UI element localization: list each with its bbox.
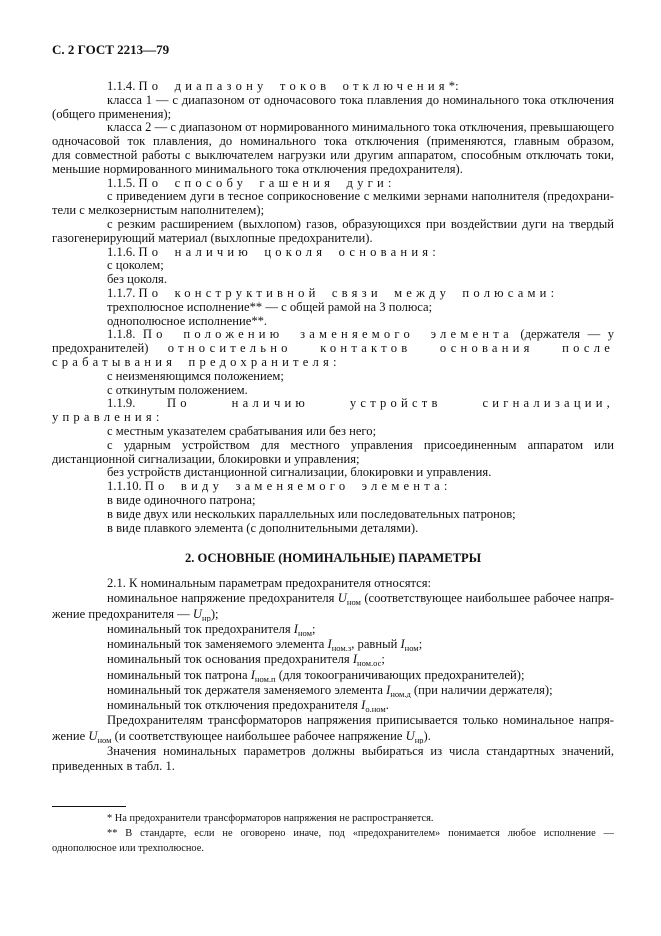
text-run: с цоколем; (107, 259, 164, 273)
text-line (52, 668, 614, 683)
text-run: 1.1.8. (107, 328, 143, 342)
text-run: *: (448, 80, 459, 93)
text-line (52, 259, 614, 273)
text-line (52, 342, 614, 356)
text-line (52, 411, 614, 425)
text-run: предохранителей) (52, 342, 168, 356)
text-line (52, 425, 614, 439)
spaced-heading-text: управления (52, 411, 156, 425)
text-run: с приведением дуги в тесное соприкосновение с мелкими зернами наполнителя (предохрани- (107, 190, 614, 204)
text-run: меньшие нормированного минимального тока отключения предохранителя). (52, 162, 463, 176)
text-line (52, 108, 614, 122)
text-line (52, 576, 614, 591)
text-run: (держателя — у (520, 328, 614, 342)
text-run: , равный (351, 637, 401, 652)
text-run: газогенерирующий материал (выхлопные предохранители). (52, 231, 373, 245)
text-run: в виде одиночного патрона; (107, 493, 256, 507)
text-line (52, 273, 614, 287)
text-run: тели с мелкозернистым наполнителем); (52, 204, 265, 218)
spaced-heading-text: относительно контактов основания после (167, 342, 614, 356)
text-run: Предохранителям трансформаторов напряжения приписывается только номинальное напря- (107, 713, 614, 728)
text-run: для совместной работы с выключателем нагрузки или другим аппаратом, способным отключать токи, (52, 148, 614, 162)
text-run: дистанционной сигнализации, блокировки и управления; (52, 452, 360, 466)
text-run: (при наличии держателя); (410, 682, 553, 697)
symbol: I (327, 637, 332, 652)
text-run: с ударным устройством для местного управления присоединенным аппаратом или (107, 438, 614, 452)
text-run: . (385, 698, 389, 713)
text-run: ; (312, 621, 316, 636)
subscript: ном.п (254, 673, 276, 683)
text-run: (соответствующее наибольшее рабочее напря- (360, 591, 614, 606)
text-line (52, 370, 614, 384)
text-line (52, 729, 614, 744)
symbol: U (337, 591, 347, 606)
footnote-divider (52, 806, 126, 807)
footnotes (52, 811, 614, 856)
text-line (52, 315, 614, 329)
text-line (52, 759, 614, 774)
text-run: жение (52, 728, 89, 743)
subscript: ном (404, 643, 419, 653)
text-line (52, 121, 614, 135)
text-run: трехполюсное исполнение** — с общей рамой на 3 полюса; (107, 300, 433, 314)
symbol: U (88, 728, 98, 743)
text-run: 1.1.9. (107, 397, 168, 411)
text-run: номинальный ток предохранителя (107, 621, 294, 636)
subscript: ном.д (390, 688, 411, 699)
subscript: о.ном (365, 704, 386, 714)
subscript: ном.ос (357, 658, 382, 668)
subscript: ном (298, 627, 313, 638)
text-run: 1.1.10. (107, 480, 145, 494)
text-line (52, 811, 614, 826)
text-line (52, 356, 614, 370)
spaced-heading-text: По способу гашения дуги (138, 176, 388, 190)
spaced-heading-text: По положению заменяемого элемента (142, 328, 513, 342)
text-line (52, 328, 614, 342)
text-line (52, 466, 614, 480)
text-run: с местным указателем срабатывания или без него; (107, 424, 377, 438)
text-run: ; (381, 652, 385, 667)
text-line (52, 94, 614, 108)
text-run: ** В стандарте, если не оговорено иначе, под «предохранителем» понимается любое исполнение — (107, 828, 614, 839)
text-run: одночасовой ток плавления, до номинального тока отключения (применяются, главным образом, (52, 135, 614, 149)
text-line (52, 637, 614, 652)
text-line (52, 163, 614, 177)
text-line (52, 135, 614, 149)
text-run: : (550, 286, 555, 300)
text-run: номинальный ток держателя заменяемого элемента (107, 682, 387, 697)
section-1-text (52, 80, 614, 535)
spaced-heading-text: По диапазону токов отключения (138, 80, 449, 93)
text-line (52, 622, 614, 637)
text-run: однополюсное исполнение**. (107, 314, 268, 328)
text-run: в виде плавкого элемента (с дополнительными деталями). (107, 521, 419, 535)
symbol: I (352, 652, 358, 667)
text-line (52, 80, 614, 94)
text-line (52, 683, 614, 698)
text-line (52, 508, 614, 522)
text-run: номинальный ток заменяемого элемента (107, 637, 328, 652)
text-run: с резким расширением (выхлопом) газов, образующихся при воздействии дуги на твердый (107, 217, 614, 231)
spaced-heading-text: срабатывания предохранителя (52, 355, 333, 369)
text-run: Значения номинальных параметров должны выбираться из числа стандартных значений, (107, 743, 614, 758)
text-run: без цоколя. (107, 273, 167, 287)
section-2-text (52, 576, 614, 774)
subscript: нр (414, 734, 424, 744)
text-run: с откинутым положением. (107, 383, 248, 397)
text-run: номинальное напряжение предохранителя (107, 591, 338, 606)
text-run: (и соответствующее наибольшее рабочее напряжение (111, 728, 406, 743)
symbol: I (293, 621, 298, 636)
text-run: ; (418, 637, 423, 652)
text-run: с неизменяющимся положением; (107, 369, 284, 383)
text-run: 1.1.4. (107, 80, 139, 93)
text-run: класса 2 — с диапазоном от нормированного минимального тока отключения, превышающего (107, 121, 614, 135)
subscript: ном.з (331, 643, 352, 653)
text-line (52, 287, 614, 301)
symbol: I (250, 667, 255, 682)
section-2-heading: 2. ОСНОВНЫЕ (НОМИНАЛЬНЫЕ) ПАРАМЕТРЫ (184, 551, 482, 565)
symbol: I (361, 698, 366, 713)
text-line (52, 607, 614, 622)
page-header: С. 2 ГОСТ 2213—79 (52, 42, 170, 57)
text-line (52, 652, 614, 667)
text-run: класса 1 — с диапазоном от одночасового тока плавления до номинального тока отключения (107, 93, 614, 107)
text-line (52, 480, 614, 494)
text-run: жение предохранителя — (52, 606, 193, 621)
symbol: I (386, 682, 391, 697)
text-run: (общего применения); (52, 107, 172, 121)
text-line (52, 232, 614, 246)
text-run: приведенных в табл. 1. (52, 759, 175, 774)
text-run: ); (210, 606, 219, 621)
text-line (52, 698, 614, 713)
symbol: U (405, 728, 415, 743)
text-run: 1.1.5. (107, 176, 139, 190)
text-run: в виде двух или нескольких параллельных или последовательных патронов; (107, 507, 516, 521)
text-run: : (333, 355, 337, 369)
text-line (52, 177, 614, 191)
text-line (52, 713, 614, 728)
text-run: без устройств дистанционной сигнализации, блокировки и управления. (107, 466, 492, 480)
text-run: номинальный ток патрона (107, 667, 251, 682)
text-line (52, 453, 614, 467)
text-line (52, 744, 614, 759)
text-line (52, 246, 614, 260)
text-run: 2.1. К номинальным параметрам предохранителя относятся: (107, 576, 432, 590)
spaced-heading-text: По наличию цоколя основания (138, 245, 433, 259)
text-line (52, 218, 614, 232)
text-line (52, 149, 614, 163)
text-run: (для токоограничивающих предохранителей); (275, 667, 525, 682)
text-line (52, 522, 614, 536)
text-run: : (443, 480, 448, 494)
text-run: однополюсное или трехполюсное. (52, 843, 204, 854)
text-run: номинальный ток отключения предохранителя (107, 698, 362, 713)
text-run: 1.1.7. (107, 286, 139, 300)
text-run: 1.1.6. (107, 245, 139, 259)
text-line (52, 204, 614, 218)
text-line (52, 439, 614, 453)
spaced-heading-text: По конструктивной связи между полюсами (138, 286, 551, 300)
text-line (52, 826, 614, 841)
spaced-heading-text: По наличию устройств сигнализации, (167, 397, 614, 411)
text-line (52, 190, 614, 204)
subscript: ном (346, 597, 361, 607)
text-line (52, 301, 614, 315)
text-run: ). (423, 728, 431, 743)
text-run: : (432, 245, 436, 259)
subscript: ном (97, 734, 112, 744)
text-run: : (387, 176, 392, 190)
text-line (52, 591, 614, 606)
spaced-heading-text: По виду заменяемого элемента (144, 480, 444, 494)
text-line (52, 384, 614, 398)
text-line (52, 397, 614, 411)
text-line (52, 841, 614, 856)
subscript: нр (202, 612, 211, 622)
text-run: номинальный ток основания предохранителя (107, 652, 353, 667)
text-run: : (155, 411, 160, 425)
symbol: I (400, 637, 405, 652)
symbol: U (192, 606, 203, 621)
text-run: * На предохранители трансформаторов напряжения не распространяется. (107, 813, 434, 824)
text-line (52, 494, 614, 508)
